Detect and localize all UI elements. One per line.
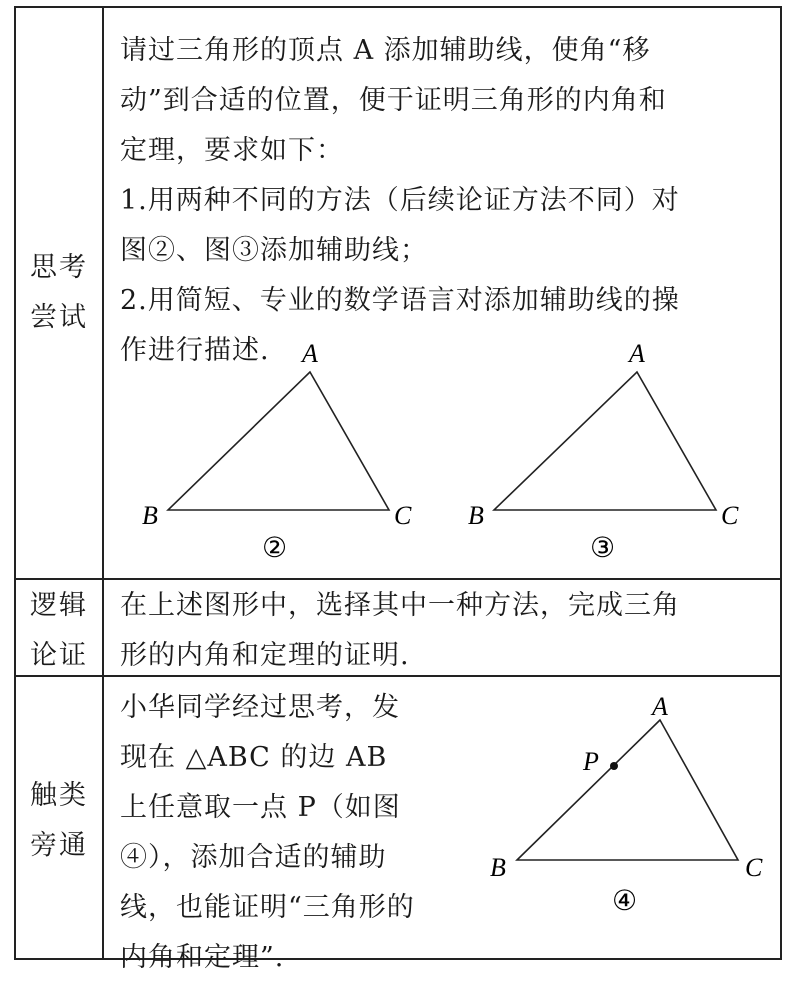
- figure-3: [468, 339, 739, 564]
- vertex-label-a: A: [652, 692, 668, 721]
- text-line: 内角和定理”.: [120, 942, 285, 973]
- triangle-abc: [517, 720, 738, 860]
- vertex-label-a: A: [302, 339, 318, 368]
- vertex-label-b: B: [468, 501, 484, 530]
- vertex-label-c: C: [745, 853, 763, 882]
- text-line: 请过三角形的顶点 A 添加辅助线，使角“移: [120, 35, 651, 66]
- text-line: 2.用简短、专业的数学语言对添加辅助线的操: [120, 285, 680, 316]
- vertex-label-c: C: [721, 501, 739, 530]
- point-label-p: P: [583, 747, 599, 776]
- label-extend: 触类 旁通: [30, 780, 88, 861]
- label-logic-proof: 逻辑 论证: [30, 590, 88, 671]
- text-line: ④），添加合适的辅助: [120, 842, 387, 873]
- figure-caption: ④: [612, 886, 638, 917]
- figure-caption: ②: [262, 533, 288, 564]
- text-line: 上任意取一点 P（如图: [120, 792, 401, 823]
- text-line: 定理，要求如下：: [120, 135, 344, 166]
- vertex-label-c: C: [394, 501, 412, 530]
- text-line: 在上述图形中，选择其中一种方法，完成三角: [120, 590, 680, 621]
- vertex-label-b: B: [490, 853, 506, 882]
- triangle-abc: [494, 372, 716, 510]
- text-line: 形的内角和定理的证明.: [120, 640, 410, 671]
- text-line: 图②、图③添加辅助线；: [120, 235, 428, 266]
- label-think-try: 思考 尝试: [30, 252, 88, 333]
- triangle-abc: [168, 372, 389, 510]
- text-line: 小华同学经过思考，发: [120, 692, 400, 723]
- figure-caption: ③: [590, 533, 616, 564]
- figure-4: [490, 692, 763, 917]
- text-line: 1.用两种不同的方法（后续论证方法不同）对: [120, 185, 680, 216]
- point-p: [610, 762, 618, 770]
- figure-2: [142, 339, 412, 564]
- text-line: 动”到合适的位置，便于证明三角形的内角和: [120, 85, 667, 116]
- vertex-label-b: B: [142, 501, 158, 530]
- vertex-label-a: A: [629, 339, 645, 368]
- text-line: 作进行描述.: [120, 335, 270, 366]
- text-line: 线，也能证明“三角形的: [120, 892, 415, 923]
- text-line: 现在 △ABC 的边 AB: [120, 742, 388, 773]
